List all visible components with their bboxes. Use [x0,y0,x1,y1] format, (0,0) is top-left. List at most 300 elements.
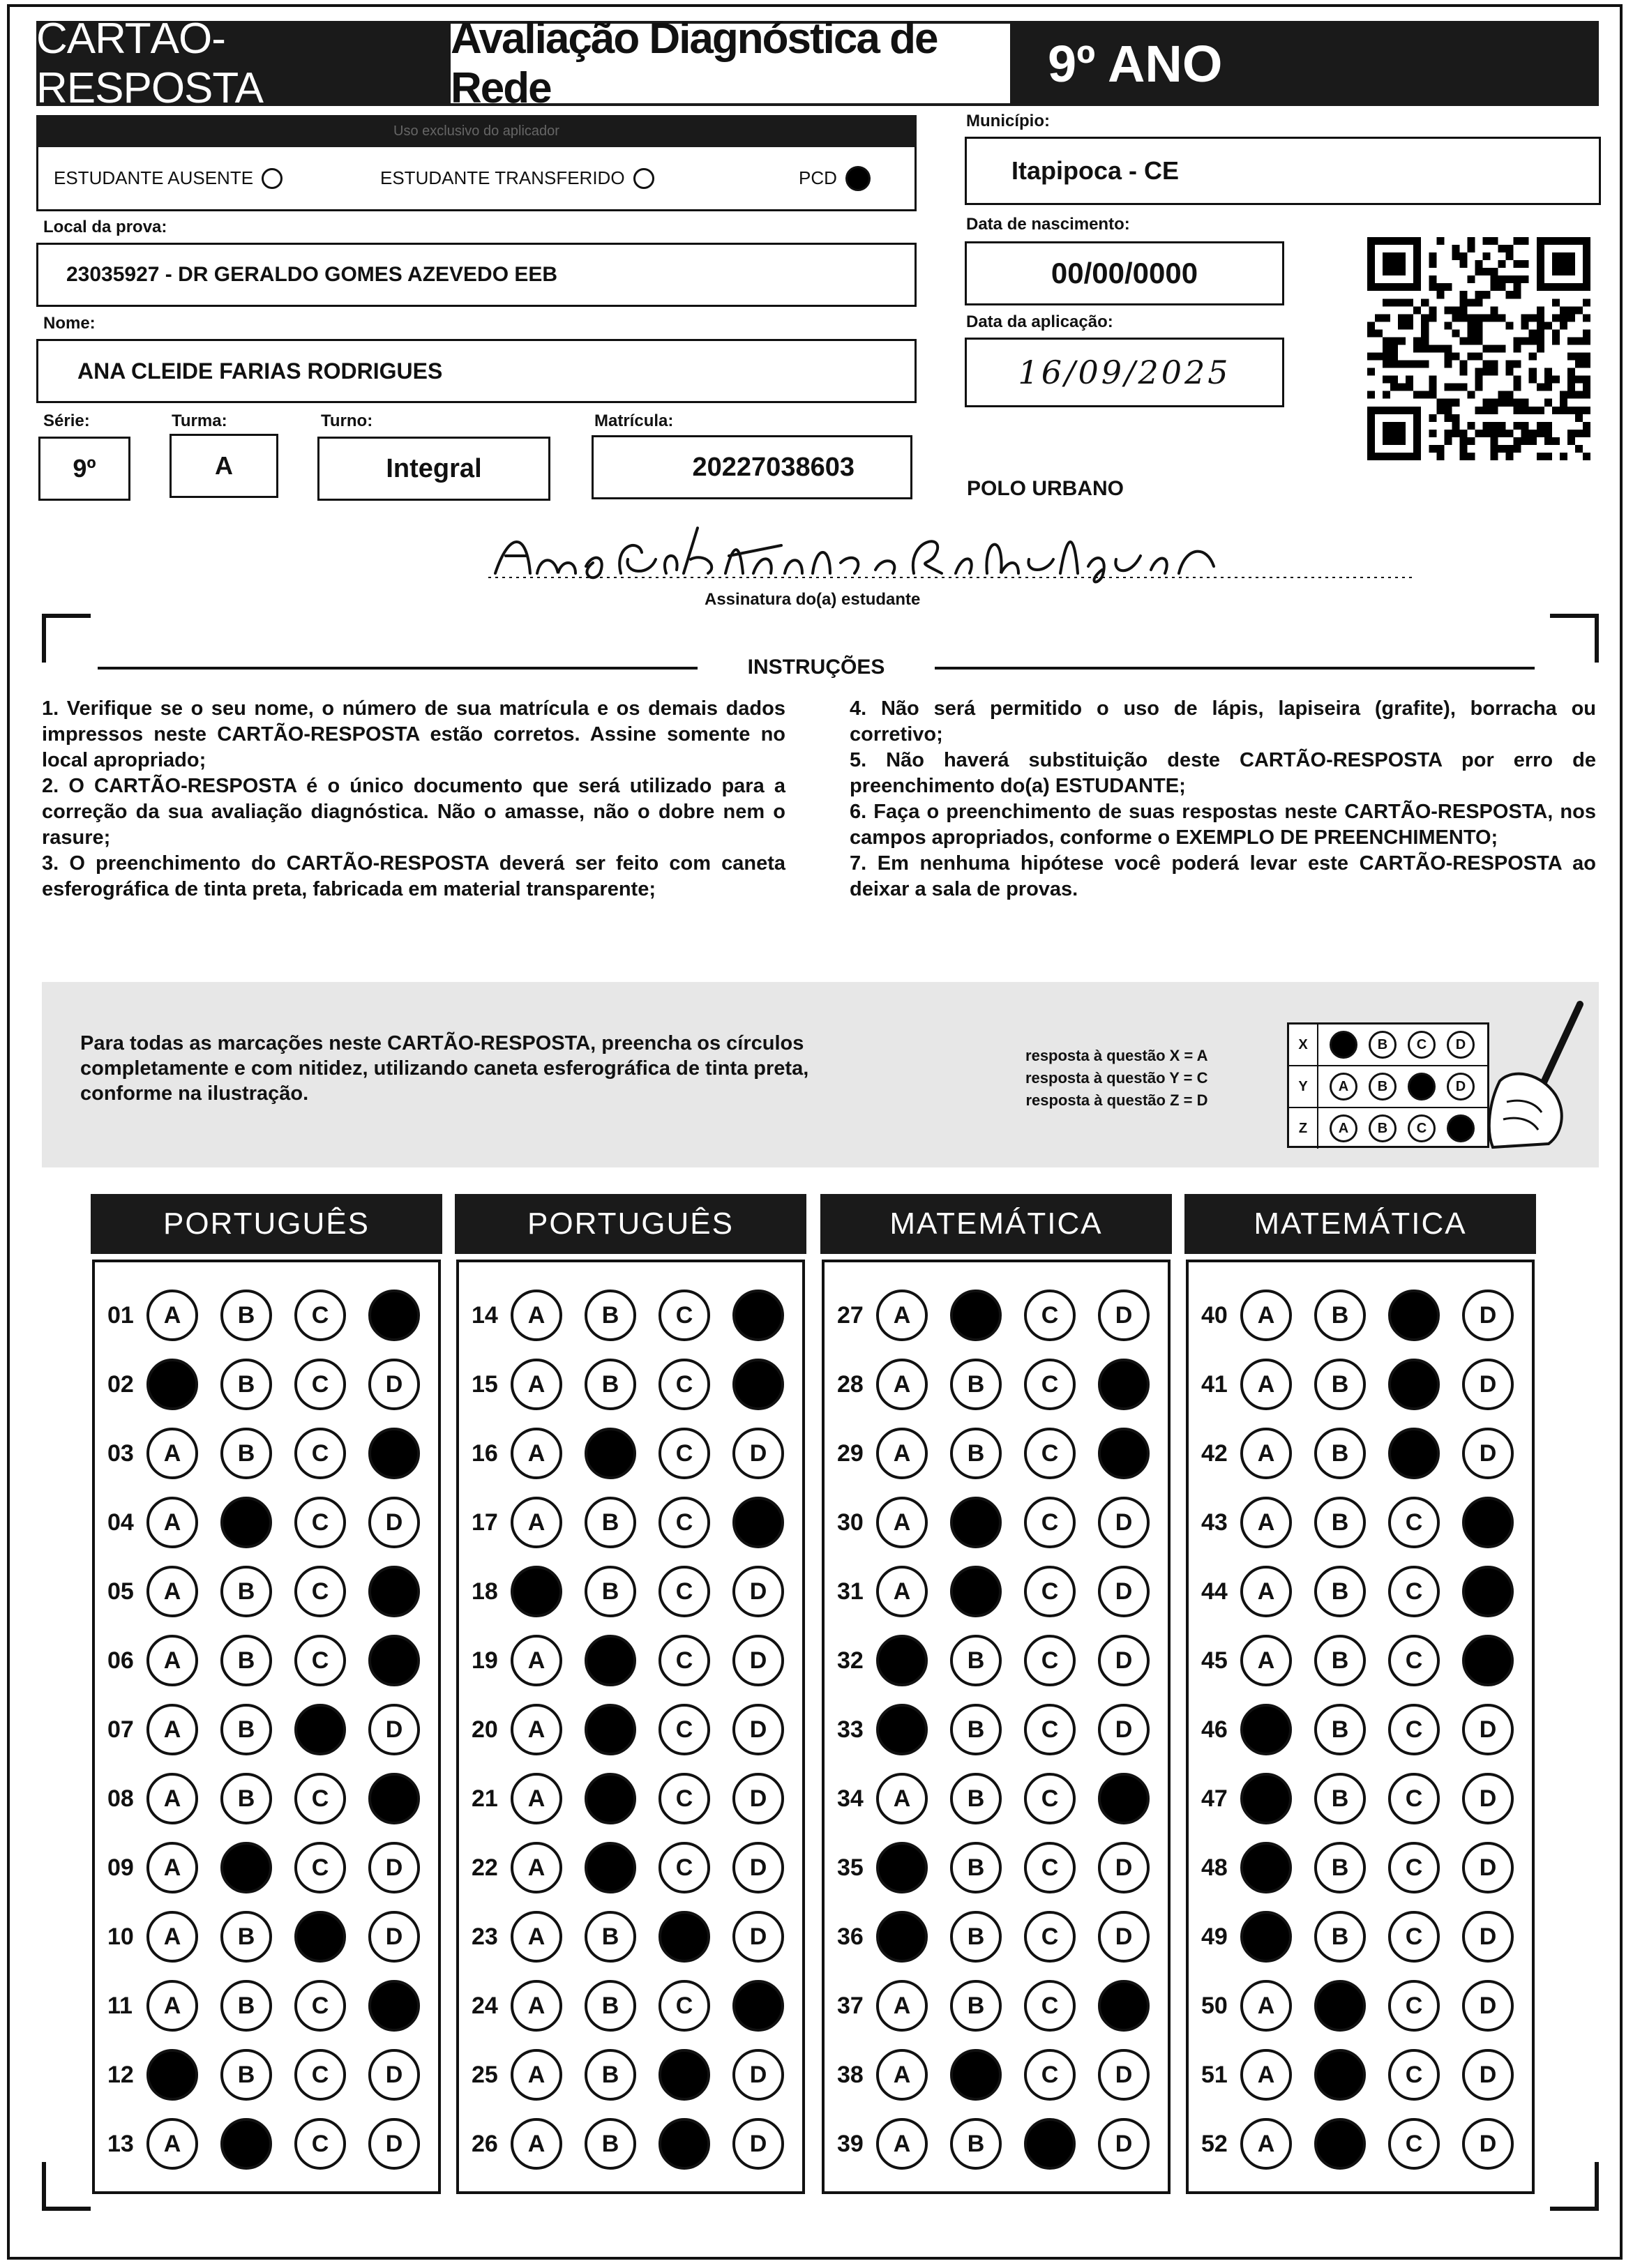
question-row [837,1702,1172,1757]
answer-bubble-c[interactable] [1388,1290,1440,1341]
question-number: 25 [472,2061,498,2088]
answer-bubble-d[interactable]: D [1462,1911,1514,1963]
answer-bubble-c[interactable]: C [659,1290,710,1341]
answer-bubble-d[interactable]: D [1098,1635,1150,1686]
answer-bubble-b[interactable]: B [950,1773,1002,1824]
answer-bubble-d[interactable] [732,1980,784,2032]
example-bubble [1408,1073,1436,1101]
answer-bubble-c[interactable]: C [1024,1704,1076,1755]
answer-bubble-d[interactable]: D [1462,1290,1514,1341]
question-number: 52 [1201,2130,1228,2157]
answer-bubble-c[interactable]: C [1388,1842,1440,1893]
question-number: 08 [107,1785,134,1812]
answer-bubble-a[interactable]: A [511,1635,562,1686]
example-bubble: D [1447,1031,1475,1059]
answer-bubble-a[interactable]: A [511,1842,562,1893]
answer-bubble-a[interactable]: A [146,1773,198,1824]
instruction-2: 2. O CARTÃO-RESPOSTA é o único documento que será utilizado para a correção da sua avaliação diagnóstica. Não o amasse, não o dobre nem o rasure; [42,775,785,849]
answer-bubble-a[interactable]: A [1240,1980,1292,2032]
answer-bubble-a[interactable] [876,1635,928,1686]
polo-label: POLO URBANO [967,477,1124,500]
answer-bubble-d[interactable]: D [732,1566,784,1617]
absent-label: ESTUDANTE AUSENTE [54,167,254,188]
question-row [472,2047,806,2103]
answer-bubble-b[interactable]: B [220,1428,272,1479]
question-row [837,1356,1172,1412]
answer-bubble-a[interactable] [876,1842,928,1893]
answer-bubble-b[interactable] [585,1842,636,1893]
answer-bubble-b[interactable]: B [1314,1290,1366,1341]
question-number: 02 [107,1370,134,1398]
pcd-bubble[interactable] [845,166,871,191]
answer-bubble-b[interactable]: B [585,1566,636,1617]
instruction-1: 1. Verifique se o seu nome, o número de sua matrícula e os demais dados impressos neste CARTÃO-RESPOSTA estão corretos. Assine somente no local apropriado; [42,697,785,771]
header [36,15,1599,112]
answer-bubble-b[interactable] [220,1842,272,1893]
question-row [107,1633,442,1688]
answer-bubble-b[interactable]: B [585,1290,636,1341]
answer-bubble-c[interactable]: C [294,2049,346,2101]
question-number: 30 [837,1509,864,1536]
answer-bubble-a[interactable] [876,1911,928,1963]
answer-bubble-c[interactable]: C [294,1635,346,1686]
answer-bubble-c[interactable]: C [1024,1566,1076,1617]
answer-bubble-c[interactable]: C [1024,1980,1076,2032]
answer-bubble-d[interactable]: D [1462,1428,1514,1479]
answer-bubble-d[interactable]: D [1098,1842,1150,1893]
answer-bubble-b[interactable]: B [950,1980,1002,2032]
answer-bubble-a[interactable]: A [146,1980,198,2032]
answer-bubble-c[interactable]: C [1388,2049,1440,2101]
answer-bubble-b[interactable]: B [1314,1428,1366,1479]
answer-bubble-d[interactable]: D [1462,1842,1514,1893]
answer-bubble-a[interactable]: A [876,1497,928,1548]
answer-bubble-c[interactable] [1024,2118,1076,2170]
answer-bubble-c[interactable]: C [1024,1497,1076,1548]
answer-bubble-c[interactable]: C [1388,1635,1440,1686]
question-row [837,1771,1172,1827]
question-row [472,1356,806,1412]
answer-bubble-b[interactable]: B [1314,1911,1366,1963]
answer-bubble-b[interactable]: B [585,1497,636,1548]
answer-bubble-d[interactable] [368,1428,420,1479]
grade-title: 9º ANO [1013,21,1599,106]
block-title: MATEMÁTICA [820,1194,1172,1254]
answer-bubble-a[interactable]: A [146,1428,198,1479]
answer-bubble-a[interactable]: A [146,1635,198,1686]
answer-bubble-d[interactable]: D [732,1704,784,1755]
answer-bubble-d[interactable]: D [368,2049,420,2101]
answer-bubble-a[interactable]: A [511,1290,562,1341]
answer-bubble-b[interactable]: B [585,2118,636,2170]
question-row [107,1564,442,1619]
answer-bubble-d[interactable]: D [1462,2049,1514,2101]
question-number: 05 [107,1578,134,1605]
answer-bubble-a[interactable]: A [1240,2118,1292,2170]
answer-bubble-b[interactable]: B [220,1290,272,1341]
answer-bubble-b[interactable] [1314,2049,1366,2101]
answer-bubble-b[interactable]: B [950,2118,1002,2170]
question-row [107,2047,442,2103]
question-number: 34 [837,1785,864,1812]
answer-bubble-a[interactable] [511,1566,562,1617]
shift-label: Turno: [321,411,373,430]
answer-bubble-d[interactable]: D [732,1773,784,1824]
question-row [107,1356,442,1412]
question-row [837,1495,1172,1550]
question-number: 22 [472,1854,498,1881]
answer-bubble-b[interactable]: B [585,1980,636,2032]
answer-bubble-a[interactable]: A [146,1497,198,1548]
answer-bubble-a[interactable]: A [511,1704,562,1755]
question-number: 07 [107,1716,134,1743]
answer-bubble-a[interactable]: A [146,1704,198,1755]
application-date-field: 16/09/2025 [965,338,1284,407]
answer-bubble-b[interactable] [950,1497,1002,1548]
answer-bubble-c[interactable]: C [294,1290,346,1341]
answer-bubble-c[interactable]: C [294,1497,346,1548]
answer-bubble-d[interactable]: D [732,2118,784,2170]
answer-bubble-b[interactable]: B [950,1704,1002,1755]
answer-bubble-a[interactable]: A [876,1773,928,1824]
answer-bubble-c[interactable]: C [1388,1773,1440,1824]
answer-bubble-a[interactable]: A [511,2118,562,2170]
answer-bubble-a[interactable]: A [1240,1497,1292,1548]
answer-bubble-a[interactable] [1240,1773,1292,1824]
answer-bubble-d[interactable] [732,1359,784,1410]
answer-bubble-a[interactable] [1240,1704,1292,1755]
answer-bubble-c[interactable]: C [294,2118,346,2170]
question-number: 27 [837,1301,864,1329]
answer-bubble-d[interactable] [732,1290,784,1341]
answer-bubble-d[interactable]: D [1098,1497,1150,1548]
answer-bubble-c[interactable]: C [659,1842,710,1893]
answer-bubble-a[interactable]: A [146,1290,198,1341]
answer-bubble-a[interactable]: A [511,1497,562,1548]
name-field: ANA CLEIDE FARIAS RODRIGUES [36,339,917,403]
answer-bubble-a[interactable] [876,1704,928,1755]
question-number: 01 [107,1301,134,1329]
instruction-3: 3. O preenchimento do CARTÃO-RESPOSTA deverá ser feito com caneta esferográfica de tinta preta, fabricada em material transparente; [42,852,785,900]
answer-bubble-b[interactable]: B [950,1842,1002,1893]
example-bubble: D [1447,1073,1475,1101]
answer-bubble-d[interactable]: D [1462,2118,1514,2170]
answer-bubble-c[interactable]: C [1024,1842,1076,1893]
instruction-4: 4. Não será permitido o uso de lápis, lapiseira (grafite), borracha ou corretivo; [850,697,1596,746]
answer-bubble-c[interactable] [294,1911,346,1963]
answer-bubble-d[interactable]: D [732,1842,784,1893]
answer-bubble-b[interactable] [1314,1980,1366,2032]
corner-bottom-left [42,2162,91,2211]
answer-block [1186,1260,1535,2194]
example-question-label: Z [1289,1108,1318,1149]
answer-bubble-b[interactable] [220,1497,272,1548]
instruction-7: 7. Em nenhuma hipótese você poderá levar este CARTÃO-RESPOSTA ao deixar a sala de provas. [850,852,1596,900]
question-row [837,1909,1172,1965]
answer-bubble-b[interactable]: B [950,1911,1002,1963]
answer-bubble-a[interactable]: A [146,1842,198,1893]
answer-bubble-c[interactable]: C [294,1359,346,1410]
answer-bubble-d[interactable]: D [1462,1359,1514,1410]
question-row [472,1909,806,1965]
sheet-title: CARTÃO-RESPOSTA [36,21,448,106]
answer-bubble-a[interactable] [1240,1842,1292,1893]
answer-bubble-a[interactable]: A [1240,1635,1292,1686]
answer-bubble-c[interactable]: C [1388,1566,1440,1617]
answer-bubble-d[interactable]: D [1098,1566,1150,1617]
question-number: 41 [1201,1370,1228,1398]
example-text: Para todas as marcações neste CARTÃO-RESPOSTA, preencha os círculos completamente e com nitidez, utilizando caneta esferográfica de tinta preta, conforme na ilustração. [80,1032,809,1105]
answer-bubble-a[interactable]: A [511,1911,562,1963]
question-row [1201,1702,1536,1757]
answer-bubble-a[interactable]: A [511,1773,562,1824]
answer-bubble-d[interactable] [1098,1428,1150,1479]
answer-bubble-b[interactable]: B [220,1773,272,1824]
question-number: 28 [837,1370,864,1398]
transferred-bubble[interactable] [633,168,654,189]
answer-bubble-b[interactable] [950,1566,1002,1617]
answer-bubble-a[interactable]: A [511,1359,562,1410]
answer-bubble-b[interactable] [950,1290,1002,1341]
answer-bubble-d[interactable]: D [368,1704,420,1755]
name-label: Nome: [43,314,96,333]
question-number: 20 [472,1716,498,1743]
block-title: PORTUGUÊS [91,1194,442,1254]
answer-bubble-b[interactable]: B [220,1635,272,1686]
answer-bubble-a[interactable]: A [1240,1428,1292,1479]
question-row [1201,1978,1536,2034]
answer-bubble-a[interactable]: A [1240,1359,1292,1410]
answer-bubble-b[interactable]: B [220,1704,272,1755]
answer-bubble-a[interactable]: A [146,1911,198,1963]
answer-bubble-c[interactable]: C [294,1428,346,1479]
question-row [1201,1287,1536,1343]
answer-bubble-b[interactable] [220,2118,272,2170]
answer-bubble-a[interactable]: A [876,1428,928,1479]
example-question-label: X [1289,1025,1318,1065]
answer-bubble-b[interactable]: B [585,1359,636,1410]
answer-bubble-d[interactable] [1462,1635,1514,1686]
question-row [1201,1356,1536,1412]
answer-bubble-d[interactable]: D [732,1428,784,1479]
answer-bubble-d[interactable] [368,1635,420,1686]
answer-bubble-d[interactable]: D [732,1635,784,1686]
class-label: Turma: [172,411,227,430]
answer-bubble-d[interactable]: D [368,1911,420,1963]
answer-bubble-d[interactable]: D [1098,1911,1150,1963]
example-bubble: B [1369,1114,1397,1142]
shift-field: Integral [317,437,550,501]
question-number: 26 [472,2130,498,2157]
birth-field: 00/00/0000 [965,241,1284,305]
answer-bubble-c[interactable] [1388,1359,1440,1410]
answer-bubble-d[interactable] [1462,1566,1514,1617]
answer-bubble-b[interactable]: B [220,1980,272,2032]
answer-bubble-c[interactable]: C [1024,1359,1076,1410]
question-number: 38 [837,2061,864,2088]
answer-bubble-c[interactable]: C [1388,1704,1440,1755]
answer-bubble-d[interactable]: D [1462,1704,1514,1755]
question-row [472,2116,806,2172]
answer-bubble-d[interactable] [1098,1773,1150,1824]
answer-bubble-d[interactable]: D [1098,1704,1150,1755]
question-row [1201,1564,1536,1619]
answer-bubble-b[interactable] [585,1704,636,1755]
answer-bubble-c[interactable]: C [1024,1428,1076,1479]
answer-bubble-c[interactable]: C [659,1773,710,1824]
absent-option[interactable] [54,167,283,189]
answer-bubble-c[interactable]: C [1024,1911,1076,1963]
answer-bubble-b[interactable]: B [1314,1773,1366,1824]
block-title: PORTUGUÊS [455,1194,806,1254]
answer-bubble-b[interactable]: B [1314,1635,1366,1686]
answer-bubble-b[interactable] [585,1428,636,1479]
answer-bubble-d[interactable] [1098,1359,1150,1410]
answer-bubble-d[interactable]: D [368,1359,420,1410]
answer-bubble-b[interactable]: B [1314,1566,1366,1617]
answer-bubble-c[interactable]: C [1388,1497,1440,1548]
answer-bubble-a[interactable]: A [876,1566,928,1617]
answer-bubble-c[interactable]: C [659,1635,710,1686]
answer-bubble-d[interactable]: D [368,1842,420,1893]
question-number: 23 [472,1923,498,1950]
answer-bubble-d[interactable] [1462,1497,1514,1548]
answer-bubble-b[interactable] [1314,2118,1366,2170]
answer-bubble-c[interactable]: C [1024,1290,1076,1341]
answer-bubble-b[interactable]: B [1314,1497,1366,1548]
answer-bubble-a[interactable]: A [1240,1290,1292,1341]
answer-bubble-c[interactable]: C [1388,1980,1440,2032]
answer-bubble-a[interactable]: A [876,1359,928,1410]
answer-bubble-c[interactable]: C [659,1359,710,1410]
answer-bubble-b[interactable]: B [950,1428,1002,1479]
answer-bubble-a[interactable]: A [1240,1566,1292,1617]
question-number: 47 [1201,1785,1228,1812]
answer-bubble-c[interactable]: C [1024,1773,1076,1824]
question-row [837,1633,1172,1688]
answer-block [456,1260,805,2194]
answer-bubble-b[interactable]: B [950,1359,1002,1410]
question-row [107,1771,442,1827]
answer-bubble-b[interactable]: B [220,1911,272,1963]
answer-bubble-b[interactable]: B [1314,1359,1366,1410]
answer-bubble-c[interactable]: C [659,1428,710,1479]
answer-bubble-d[interactable]: D [1462,1980,1514,2032]
example-legend-x: resposta à questão X = A [1025,1047,1208,1064]
question-number: 15 [472,1370,498,1398]
answer-bubble-d[interactable] [1098,1980,1150,2032]
answer-bubble-b[interactable]: B [585,2049,636,2101]
answer-bubble-d[interactable] [368,1566,420,1617]
answer-bubble-d[interactable]: D [368,1497,420,1548]
question-row [1201,1633,1536,1688]
answer-bubble-b[interactable]: B [950,1635,1002,1686]
answer-bubble-a[interactable]: A [511,1428,562,1479]
question-number: 10 [107,1923,134,1950]
answer-bubble-c[interactable]: C [1388,1911,1440,1963]
answer-bubble-b[interactable]: B [220,1566,272,1617]
question-row [1201,2047,1536,2103]
answer-bubble-c[interactable] [659,2118,710,2170]
answer-bubble-d[interactable]: D [732,1911,784,1963]
answer-bubble-c[interactable]: C [294,1566,346,1617]
answer-bubble-d[interactable]: D [368,2118,420,2170]
answer-bubble-b[interactable]: B [220,1359,272,1410]
answer-bubble-b[interactable]: B [1314,1704,1366,1755]
answer-bubble-a[interactable]: A [876,2118,928,2170]
answer-bubble-a[interactable]: A [511,2049,562,2101]
answer-bubble-c[interactable]: C [659,1497,710,1548]
answer-bubble-b[interactable] [950,2049,1002,2101]
answer-bubble-a[interactable]: A [876,1290,928,1341]
answer-bubble-c[interactable]: C [659,1704,710,1755]
answer-bubble-b[interactable]: B [220,2049,272,2101]
answer-bubble-a[interactable] [146,1359,198,1410]
answer-bubble-c[interactable]: C [1388,2118,1440,2170]
question-row [472,1564,806,1619]
answer-bubble-c[interactable]: C [659,1566,710,1617]
transferred-option[interactable] [380,167,654,189]
answer-bubble-c[interactable] [1388,1428,1440,1479]
answer-bubble-a[interactable] [1240,1911,1292,1963]
absent-bubble[interactable] [262,168,283,189]
corner-top-left [42,614,91,663]
answer-bubble-b[interactable] [585,1773,636,1824]
pcd-option[interactable] [799,166,871,191]
answer-bubble-d[interactable]: D [1098,2118,1150,2170]
answer-bubble-c[interactable] [659,1911,710,1963]
question-number: 16 [472,1439,498,1467]
answer-bubble-a[interactable] [146,2049,198,2101]
answer-bubble-d[interactable] [368,1980,420,2032]
answer-bubble-a[interactable]: A [146,1566,198,1617]
answer-bubble-c[interactable]: C [1024,2049,1076,2101]
answer-bubble-d[interactable]: D [732,2049,784,2101]
answer-bubble-c[interactable]: C [659,1980,710,2032]
answer-bubble-c[interactable]: C [1024,1635,1076,1686]
question-number: 44 [1201,1578,1228,1605]
answer-bubble-d[interactable]: D [1462,1773,1514,1824]
answer-bubble-c[interactable] [294,1704,346,1755]
answer-bubble-a[interactable]: A [146,2118,198,2170]
class-field: A [170,434,278,498]
instructions-rule-right [928,667,1535,670]
answer-bubble-c[interactable]: C [294,1842,346,1893]
answer-bubble-b[interactable] [585,1635,636,1686]
question-number: 42 [1201,1439,1228,1467]
question-row [1201,1909,1536,1965]
question-number: 06 [107,1647,134,1674]
answer-bubble-d[interactable] [368,1290,420,1341]
answer-bubble-d[interactable] [368,1773,420,1824]
example-bubble: B [1369,1073,1397,1101]
answer-bubble-b[interactable]: B [585,1911,636,1963]
answer-bubble-c[interactable] [659,2049,710,2101]
answer-bubble-b[interactable]: B [1314,1842,1366,1893]
answer-bubble-d[interactable]: D [1098,1290,1150,1341]
answer-bubble-c[interactable]: C [294,1773,346,1824]
question-number: 48 [1201,1854,1228,1881]
answer-bubble-a[interactable]: A [1240,2049,1292,2101]
answer-bubble-a[interactable]: A [876,2049,928,2101]
answer-bubble-a[interactable]: A [511,1980,562,2032]
answer-bubble-a[interactable]: A [876,1980,928,2032]
answer-bubble-c[interactable]: C [294,1980,346,2032]
question-number: 19 [472,1647,498,1674]
instructions-title: INSTRUÇÕES [698,656,935,679]
answer-bubble-d[interactable]: D [1098,2049,1150,2101]
answer-bubble-d[interactable] [732,1497,784,1548]
